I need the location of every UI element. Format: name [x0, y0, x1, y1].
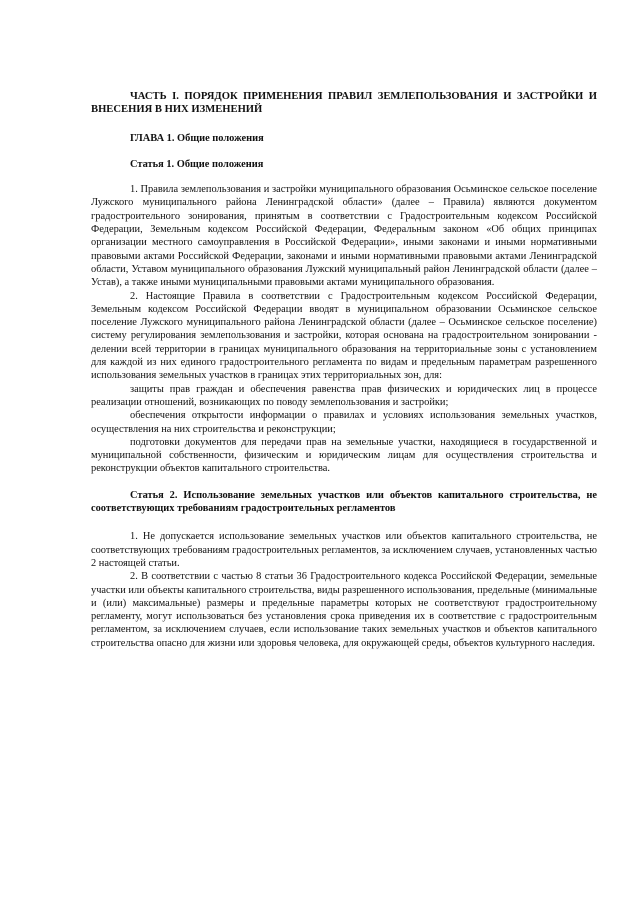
article-2-body	[91, 530, 597, 650]
article-1-paragraph-4: обеспечения открытости информации о правилах и условиях использования земельных участков, осуществления на них строительства и реконструкции;	[91, 410, 597, 435]
article-1-paragraph-1: 1. Правила землепользования и застройки муниципального образования Осьминское сельское поселение Лужского муниципального района Ленинградской области» (далее – Правила) являются документом градостроительного зонирования, принятым в соответствии с Градостроительным кодексом Российской Федерации, Земельным кодексом Российской Федерации, Федеральным законом «Об общих принципах организации местного самоуправления в Российской Федерации», иными законами и иными нормативными правовыми актами Российской Федерации, законами и иными нормативными правовыми актами Ленинградской области, Уставом муниципального образования Лужский муниципальный район Ленинградской области (далее – Устав), а также иными муниципальными правовыми актами муниципального образования.	[91, 184, 597, 289]
article-2-paragraph-2: 2. В соответствии с частью 8 статьи 36 Градостроительного кодекса Российской Федерации, земельные участки или объекты капитального строительства, виды разрешенного использования, предельные (минимальные и (или) максимальные) размеры и предельные параметры которых не соответствуют градостроительному регламенту, могут использоваться без установления срока приведения их в соответствие с градостроительным регламентом, за исключением случаев, если использование таких земельных участков и объектов капитального строительства опасно для жизни или здоровья человека, для окружающей среды, объектов культурного наследия.	[91, 571, 597, 649]
article-1-title: Статья 1. Общие положения	[130, 158, 264, 170]
article-1-body	[91, 183, 597, 476]
article-2-title: Статья 2. Использование земельных участков или объектов капитального строительства, не соответствующих требованиям градостроительных регламентов	[91, 489, 597, 515]
chapter-title: ГЛАВА 1. Общие положения	[130, 132, 264, 144]
article-2-paragraph-1: 1. Не допускается использование земельных участков или объектов капитального строительства, не соответствующих требованиям градостроительных регламентов, за исключением случаев, установленных частью 2 настоящей статьи.	[91, 531, 597, 569]
part-title: ЧАСТЬ I. ПОРЯДОК ПРИМЕНЕНИЯ ПРАВИЛ ЗЕМЛЕПОЛЬЗОВАНИЯ И ЗАСТРОЙКИ И ВНЕСЕНИЯ В НИХ ИЗМЕНЕНИЙ	[91, 91, 597, 116]
article-1-paragraph-5: подготовки документов для передачи прав на земельные участки, находящиеся в государственной и муниципальной собственности, физическим и юридическим лицам для осуществления строительства и реконструкции объектов капитального строительства.	[91, 436, 597, 475]
article-1-paragraph-3: защиты прав граждан и обеспечения равенства прав физических и юридических лиц в процессе реализации отношений, возникающих по поводу землепользования и застройки;	[91, 383, 597, 408]
article-1-paragraph-2: 2. Настоящие Правила в соответствии с Градостроительным кодексом Российской Федерации, Земельным кодексом Российской Федерации вводят в муниципальном образовании Осьминское сельское поселение Лужского муниципального района Ленинградской области (далее – Осьминское сельское поселение) систему регулирования землепользования и застройки, которая основана на градостроительном зонировании - делении всей территории в границах муниципального образования на территориальные зоны с установлением для каждой из них единого градостроительного регламента по видам и предельным параметрам разрешенного использования земельных участков в границах этих территориальных зон, для:	[91, 290, 597, 382]
document-page	[91, 90, 597, 650]
